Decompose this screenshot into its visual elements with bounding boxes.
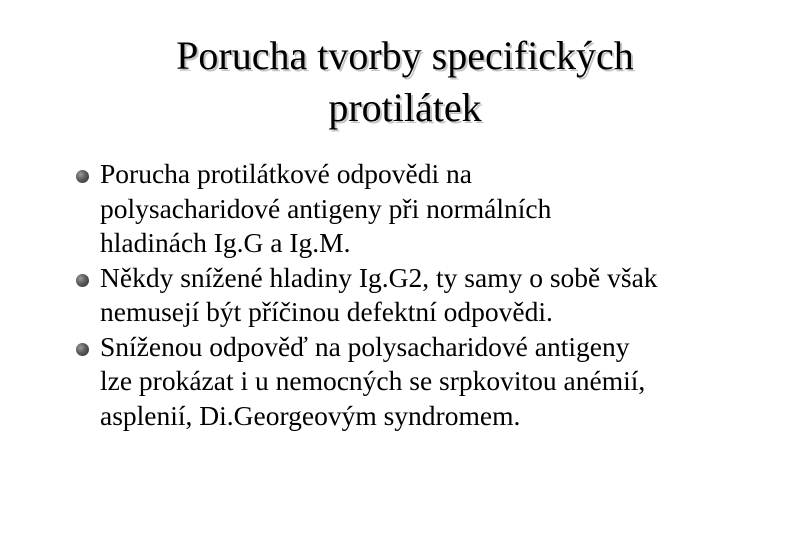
bullet-item [76,330,796,434]
slide-title [0,30,810,134]
bullet-line: Sníženou odpověď na polysacharidové antigeny [100,330,630,362]
bullet-dot-icon [76,274,89,287]
slide-title-line: Porucha tvorby specifických [176,33,634,78]
bullet-line: nemusejí být příčinou defektní odpovědi. [100,296,553,327]
bullet-list [76,157,796,433]
bullet-line: Porucha protilátkové odpovědi na [100,158,472,189]
bullet-item [76,261,796,330]
bullet-text [100,330,796,434]
bullet-item [76,157,796,261]
bullet-line: asplenií, Di.Georgeovým syndromem. [100,399,521,431]
bullet-dot-icon [76,343,89,356]
bullet-line: hladinách Ig.G a Ig.M. [100,227,351,258]
bullet-dot-icon [76,170,89,183]
bullet-text [100,157,796,261]
bullet-line: polysacharidové antigeny při normálních [100,192,552,224]
bullet-line: Někdy snížené hladiny Ig.G2, ty samy o sobě však [100,261,658,293]
slide-title-line: protilátek [328,85,482,130]
bullet-text [100,261,796,330]
bullet-line: lze prokázat i u nemocných se srpkovitou anémií, [100,365,646,396]
